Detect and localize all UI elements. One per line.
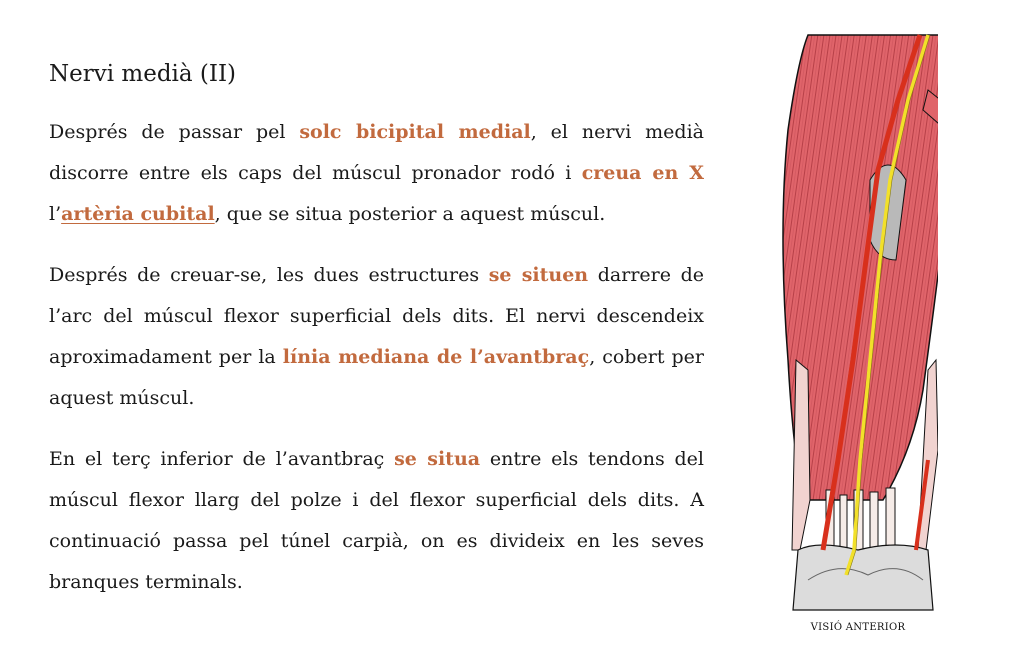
highlight-term: creua en X (581, 162, 704, 184)
text-run: darrere de l’arc del múscul flexor superficial dels dits. El nervi descendeix aproximadament per la (49, 264, 705, 368)
paragraph-1 (49, 112, 704, 235)
wrist-region (793, 545, 933, 610)
figure-caption: VISIÓ ANTERIOR (810, 622, 906, 633)
link-arteria-cubital[interactable]: artèria cubital (61, 203, 215, 225)
page-title: Nervi medià (II) (49, 61, 237, 87)
text-run: l’ (49, 203, 62, 225)
highlight-term: se situa (394, 448, 481, 470)
text-run: , cobert per aquest múscul. (49, 346, 704, 409)
text-run: , que se situa posterior a aquest múscul. (214, 203, 606, 225)
paragraph-3 (49, 439, 704, 603)
text-run: En el terç inferior de l’avantbraç (49, 448, 395, 470)
text-run: Després de creuar-se, les dues estructures (49, 264, 489, 286)
article (49, 58, 704, 623)
forearm-anterior-illustration (778, 30, 938, 620)
text-run: entre els tendons del múscul flexor llarg del polze i del flexor superficial dels dits. A continuació passa pel túnel carpià, on es divideix en les seves branques terminals. (49, 448, 704, 593)
text-run: , el nervi medià discorre entre els caps del múscul pronador rodó i (49, 121, 704, 184)
text-run: Després de passar pel (49, 121, 300, 143)
highlight-term: línia mediana de l’avantbraç (282, 346, 590, 368)
highlight-term: se situen (488, 264, 589, 286)
highlight-term: solc bicipital medial (299, 121, 531, 143)
paragraph-2 (49, 255, 704, 419)
